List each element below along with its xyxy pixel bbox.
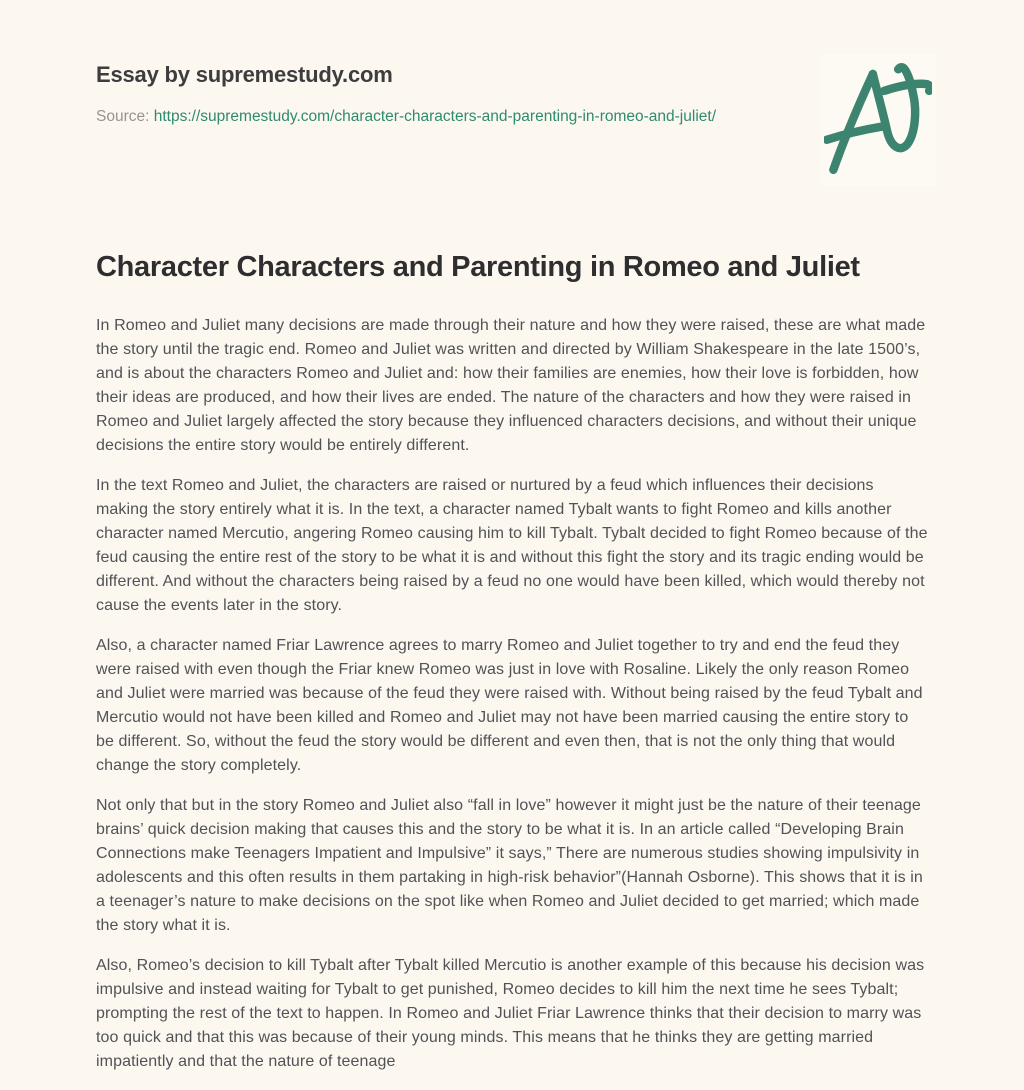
essay-paragraph-2: In the text Romeo and Juliet, the characters are raised or nurtured by a feud which influences their decisions making the story entirely what it is. In the text, a character named Tybalt wants to fight Romeo and kills another character named Mercutio, angering Romeo causing him to kill Tybalt. Tybalt decided to fight Romeo because of the feud causing the entire rest of the story to be what it is and without this fight the story and its tragic ending would be different. And without the characters being raised by a feud no one would have been killed, which would thereby not cause the events later in the story.: [96, 477, 928, 615]
essay-paragraph-1: In Romeo and Juliet many decisions are made through their nature and how they were raised, these are what made the story until the tragic end. Romeo and Juliet was written and directed by William Shakespeare in the late 1500’s, and is about the characters Romeo and Juliet and: how their families are enemies, how their love is forbidden, how their ideas are produced, and how their lives are ended. The nature of the characters and how they were raised in Romeo and Juliet largely affected the story because they influenced characters decisions, and without their unique decisions the entire story would be entirely different.: [96, 317, 926, 455]
essay-paragraph-3: Also, a character named Friar Lawrence agrees to marry Romeo and Juliet together to try and end the feud they were raised with even though the Friar knew Romeo was just in love with Rosaline. Likely the only reason Romeo and Juliet were married was because of the feud they were raised with. Without being raised by the feud Tybalt and Mercutio would not have been killed and Romeo and Juliet may not have been married causing the entire story to be different. So, without the feud the story would be different and even then, that is not the only thing that would change the story completely.: [96, 637, 923, 775]
essay-paragraph-4: Not only that but in the story Romeo and Juliet also “fall in love” however it might just be the nature of their teenage brains’ quick decision making that causes this and the story to be what it is. In an article called “Developing Brain Connections make Teenagers Impatient and Impulsive” it says,” There are numerous studies showing impulsivity in adolescents and this often results in them partaking in high-risk behavior”(Hannah Osborne). This shows that it is in a teenager’s nature to make decisions on the spot like when Romeo and Juliet decided to get married; which made the story what it is.: [96, 797, 923, 935]
source-link[interactable]: https://supremestudy.com/character-characters-and-parenting-in-romeo-and-juliet/: [153, 108, 716, 125]
source-line: [96, 102, 716, 132]
essay-article: [96, 249, 929, 1090]
source-label: Source:: [96, 108, 150, 125]
a-plus-logo-icon: [824, 58, 932, 182]
essay-paragraph-5: Also, Romeo’s decision to kill Tybalt after Tybalt killed Mercutio is another example of this because his decision was impulsive and instead waiting for Tybalt to get punished, Romeo decides to kill him the next time he sees Tybalt; prompting the rest of the text to happen. In Romeo and Juliet Friar Lawrence thinks that their decision to marry was too quick and that this was because of their young minds. This means that he thinks they are getting married impatiently and that the nature of teenage: [96, 957, 925, 1071]
page-title: Essay by supremestudy.com: [96, 62, 393, 87]
essay-title: Character Characters and Parenting in Romeo and Juliet: [96, 251, 860, 283]
supremestudy-logo: [820, 54, 936, 186]
